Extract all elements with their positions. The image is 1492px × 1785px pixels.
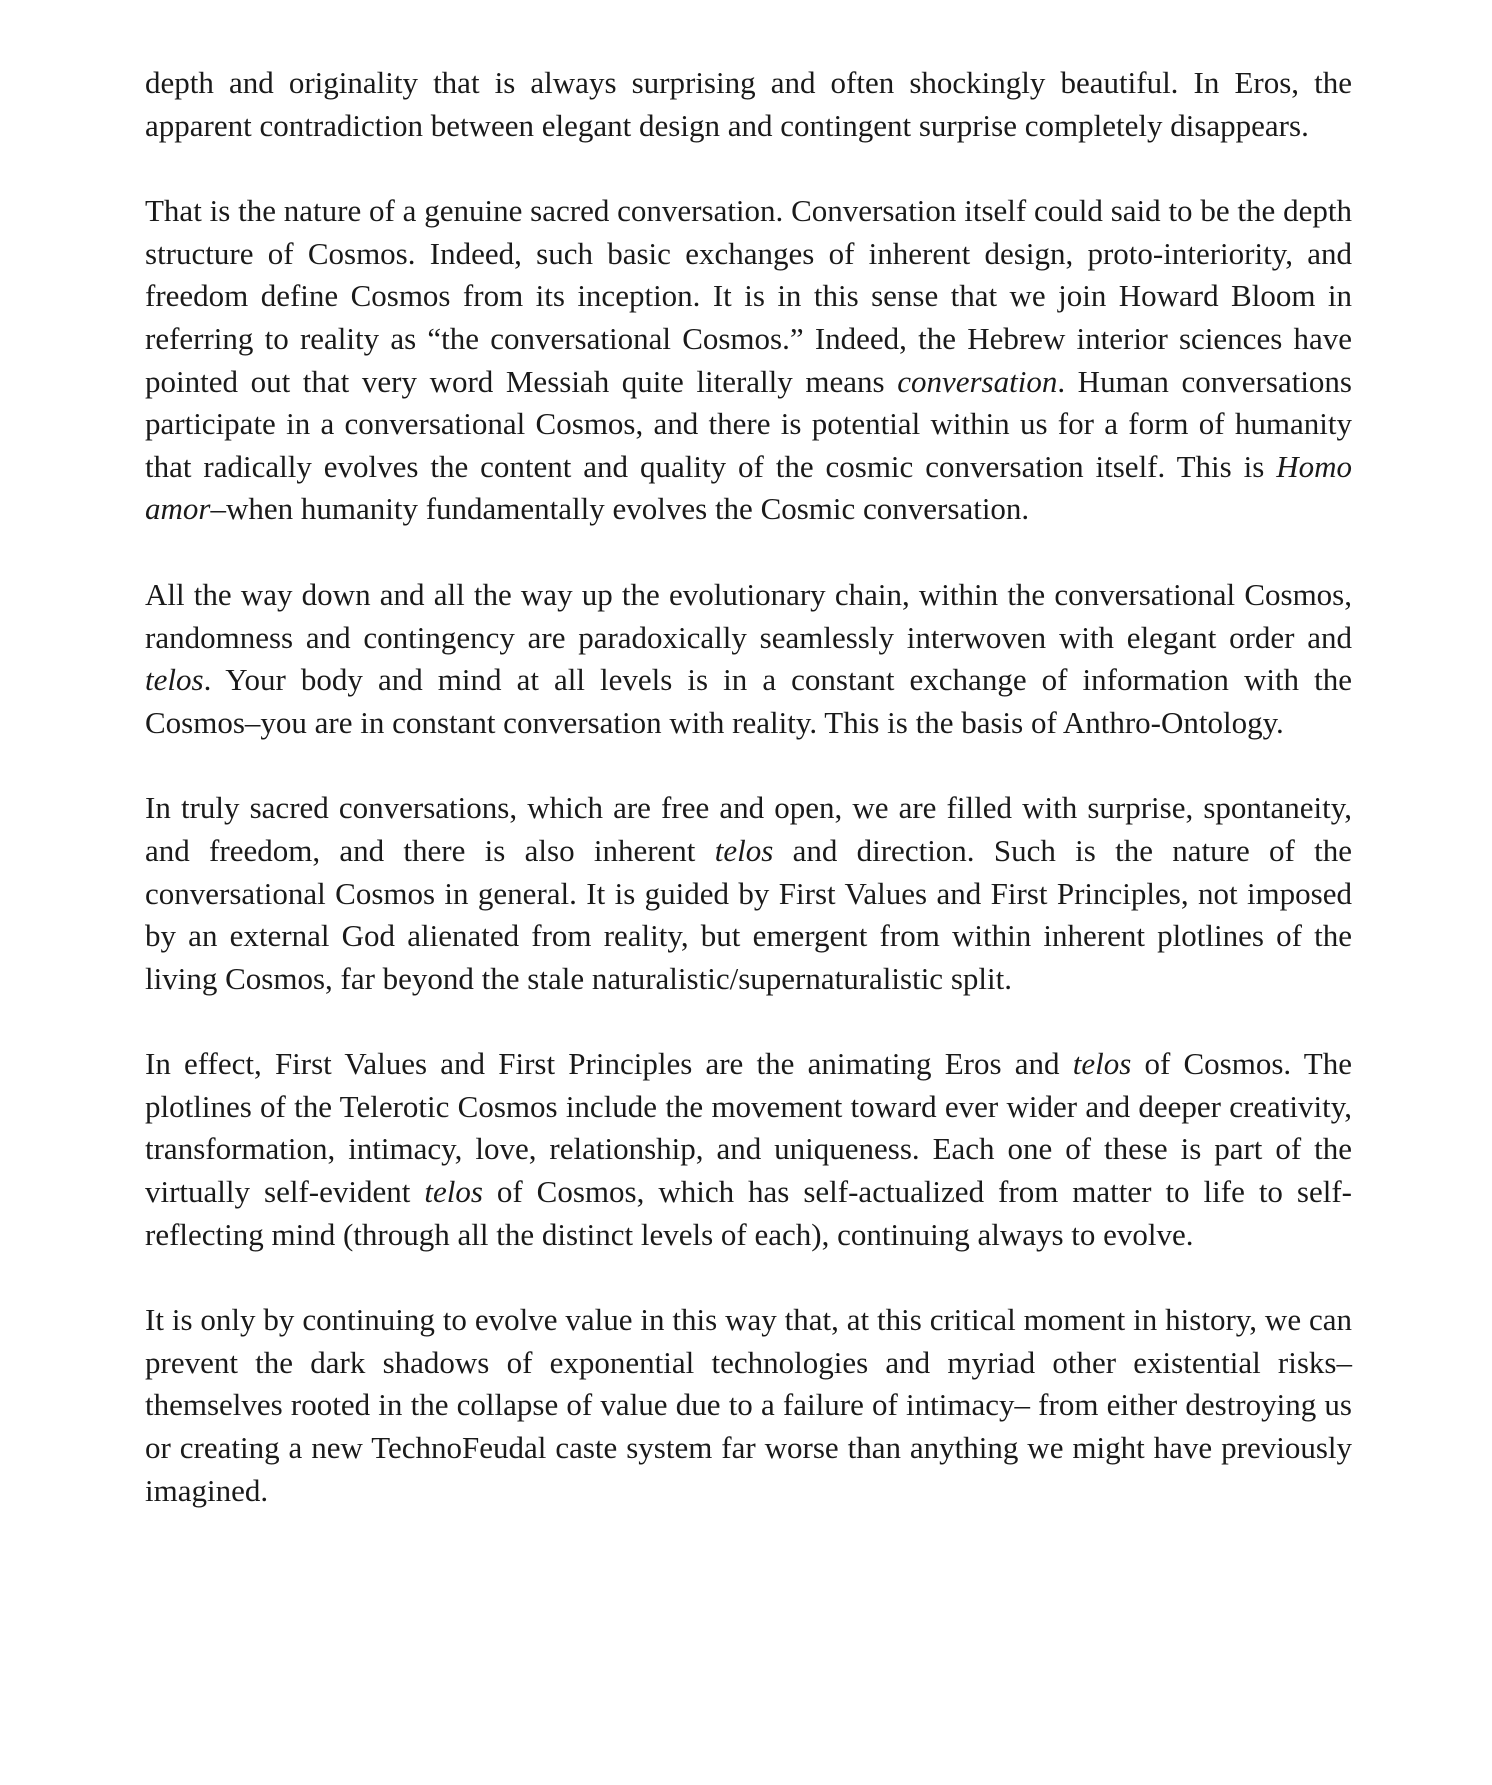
italic-term: Homo amor — [145, 448, 1352, 527]
paragraph-text: of Cosmos, which has self-actualized from matter to life to self-reflecting mind (through all the distinct levels of each), continuing always to evolve. — [145, 1174, 1352, 1252]
paragraph-6 — [145, 1299, 1352, 1512]
paragraph-text: It is only by continuing to evolve value in this way that, at this critical moment in history, we can prevent the dark shadows of exponential technologies and myriad other existential risks–themselves rooted in the collapse of value due to a failure of intimacy– from either destroying us or creating a new TechnoFeudal caste system far worse than anything we might have previously imagined. — [145, 1302, 1352, 1508]
paragraph-1 — [145, 62, 1352, 147]
document-page — [145, 62, 1352, 1555]
paragraph-5 — [145, 1043, 1352, 1256]
paragraph-text: of Cosmos. The plotlines of the Telerotic Cosmos include the movement toward ever wider and deeper creativity, transformation, intimacy, love, relationship, and uniqueness. Each one of these is part of the virtually self-evident — [145, 1046, 1352, 1210]
paragraph-text: . Human conversations participate in a conversational Cosmos, and there is potential within us for a form of humanity that radically evolves the content and quality of the cosmic conversation itself. This is — [145, 363, 1352, 484]
paragraph-text: In truly sacred conversations, which are free and open, we are filled with surprise, spontaneity, and freedom, and there is also inherent — [145, 790, 1352, 868]
paragraph-text: That is the nature of a genuine sacred conversation. Conversation itself could said to be the depth structure of Cosmos. Indeed, such basic exchanges of inherent design, proto-interiority, and freedom define Cosmos from its inception. It is in this sense that we join Howard Bloom in referring to reality as “the conversational Cosmos.” Indeed, the Hebrew interior sciences have pointed out that very word Messiah quite literally means — [145, 193, 1352, 399]
italic-term: telos — [1072, 1046, 1132, 1082]
paragraph-4 — [145, 787, 1352, 1000]
paragraph-text: In effect, First Values and First Principles are the animating Eros and — [145, 1046, 1073, 1082]
paragraph-text: depth and originality that is always surprising and often shockingly beautiful. In Eros, the apparent contradiction between elegant design and contingent surprise completely disappears. — [145, 65, 1352, 143]
paragraph-3 — [145, 574, 1352, 744]
paragraph-text: –when humanity fundamentally evolves the Cosmic conversation. — [210, 491, 1030, 527]
paragraph-text: All the way down and all the way up the evolutionary chain, within the conversational Cosmos, randomness and contingency are paradoxically seamlessly interwoven with elegant order and — [145, 576, 1352, 655]
paragraph-2 — [145, 190, 1352, 531]
italic-term: telos — [145, 662, 204, 698]
italic-term: conversation — [897, 363, 1058, 399]
paragraph-text: . Your body and mind at all levels is in a constant exchange of information with the Cosmos–you are in constant conversation with reality. This is the basis of Anthro-Ontology. — [145, 662, 1352, 740]
italic-term: telos — [424, 1174, 483, 1210]
paragraph-text: and direction. Such is the nature of the conversational Cosmos in general. It is guided by First Values and First Principles, not imposed by an external God alienated from reality, but emergent from within inherent plotlines of the living Cosmos, far beyond the stale naturalistic/supernaturalistic split. — [145, 832, 1352, 996]
italic-term: telos — [714, 832, 774, 868]
